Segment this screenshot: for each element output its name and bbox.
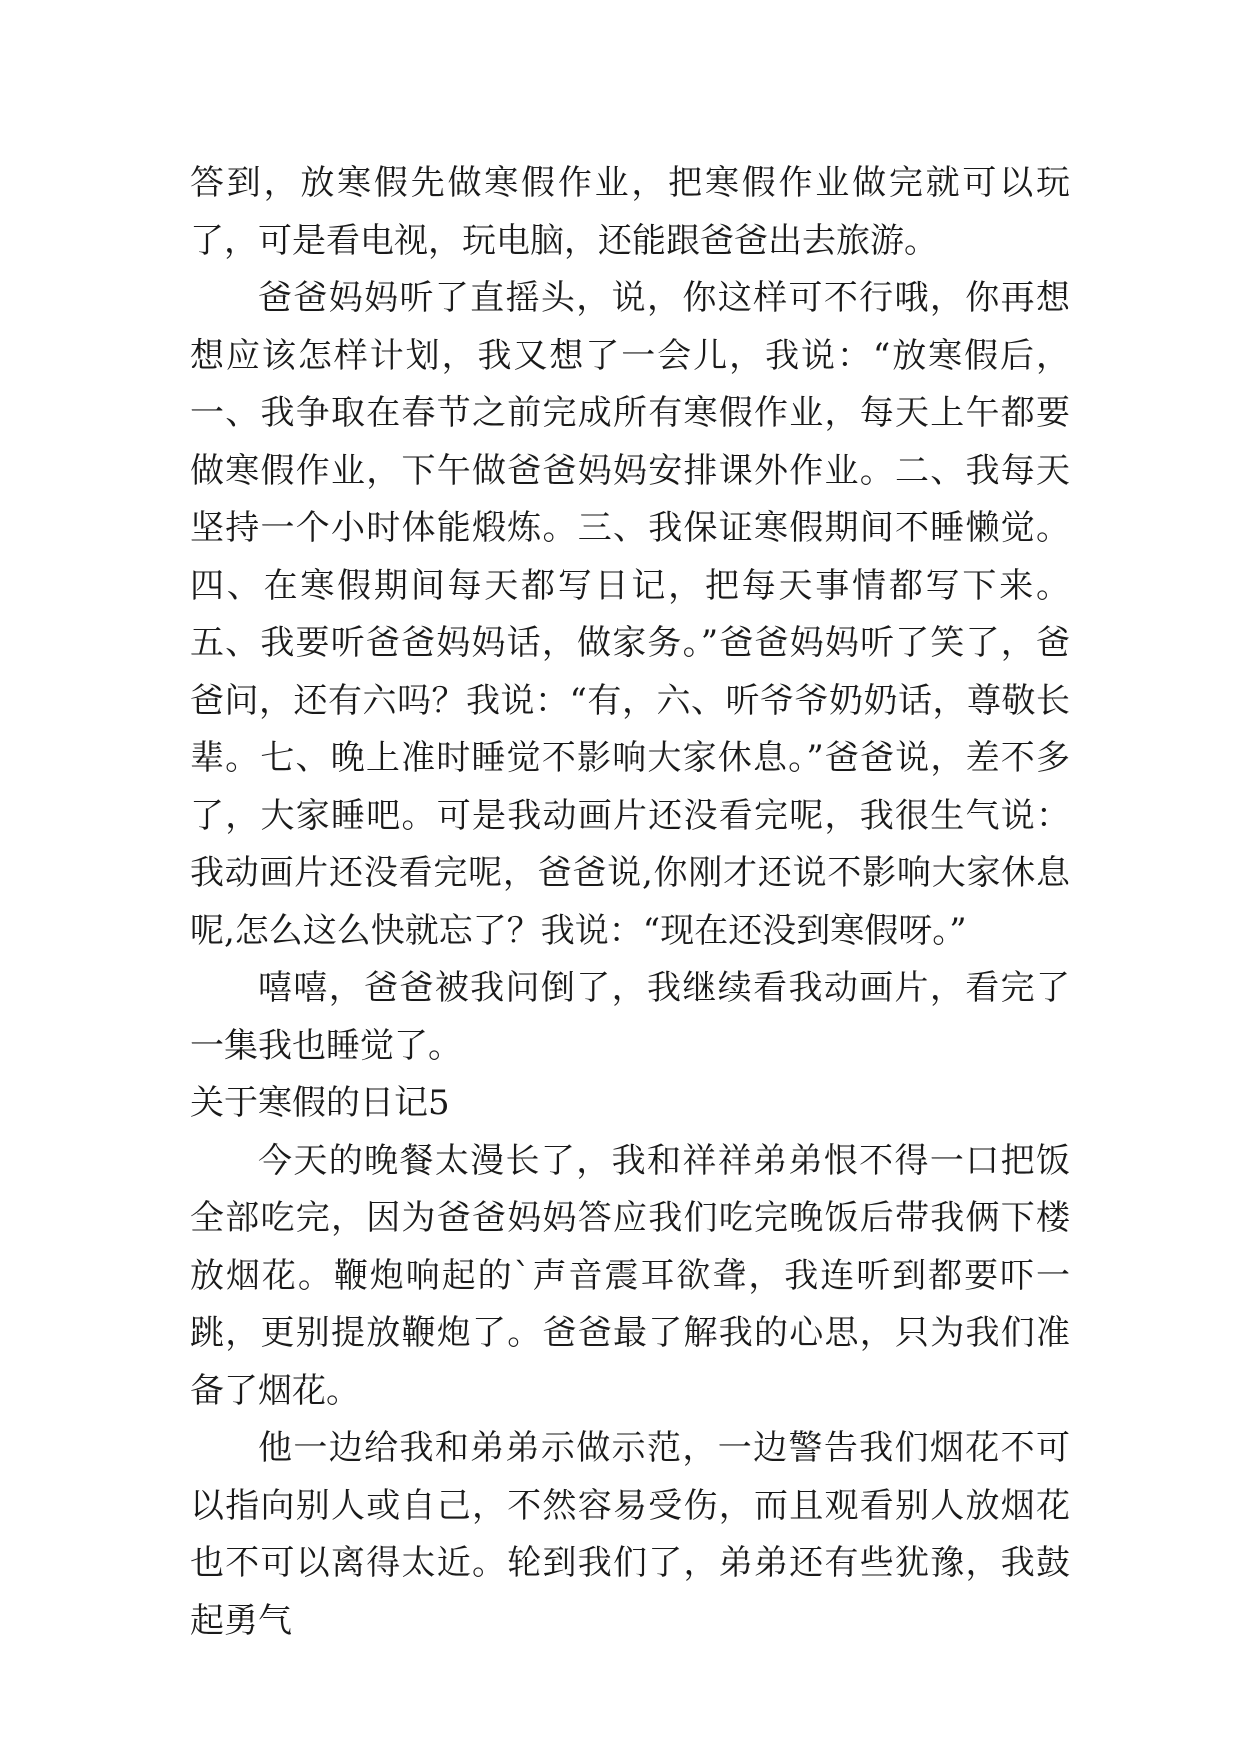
paragraph-2: 爸爸妈妈听了直摇头，说，你这样可不行哦，你再想想应该怎样计划，我又想了一会儿，我说：“放寒假后，一、我争取在春节之前完成所有寒假作业，每天上午都要做寒假作业，下午做爸爸妈妈安排课外作业。二、我每天坚持一个小时体能煅炼。三、我保证寒假期间不睡懒觉。四、在寒假期间每天都写日记，把每天事情都写下来。五、我要听爸爸妈妈话，做家务。”爸爸妈妈听了笑了，爸爸问，还有六吗？我说：“有，六、听爷爷奶奶话，尊敬长辈。七、晚上准时睡觉不影响大家休息。”爸爸说，差不多了，大家睡吧。可是我动画片还没看完呢，我很生气说：我动画片还没看完呢，爸爸说,你刚才还说不影响大家休息呢,怎么这么快就忘了？我说：“现在还没到寒假呀。” xyxy=(190,278,1070,951)
paragraph-5: 他一边给我和弟弟示做示范，一边警告我们烟花不可以指向别人或自己，不然容易受伤，而且观看别人放烟花也不可以离得太近。轮到我们了，弟弟还有些犹豫，我鼓起勇气 xyxy=(190,1428,1070,1641)
paragraph-1: 答到，放寒假先做寒假作业，把寒假作业做完就可以玩了，可是看电视，玩电脑，还能跟爸爸出去旅游。 xyxy=(190,163,1070,261)
document-body xyxy=(190,155,1070,1650)
paragraph-4: 今天的晚餐太漫长了，我和祥祥弟弟恨不得一口把饭全部吃完，因为爸爸妈妈答应我们吃完晚饭后带我俩下楼放烟花。鞭炮响起的`声音震耳欲聋，我连听到都要吓一跳，更别提放鞭炮了。爸爸最了解我的心思，只为我们准备了烟花。 xyxy=(190,1140,1070,1411)
section-heading: 关于寒假的日记5 xyxy=(190,1083,450,1123)
paragraph-3: 嘻嘻，爸爸被我问倒了，我继续看我动画片，看完了一集我也睡觉了。 xyxy=(190,968,1070,1066)
